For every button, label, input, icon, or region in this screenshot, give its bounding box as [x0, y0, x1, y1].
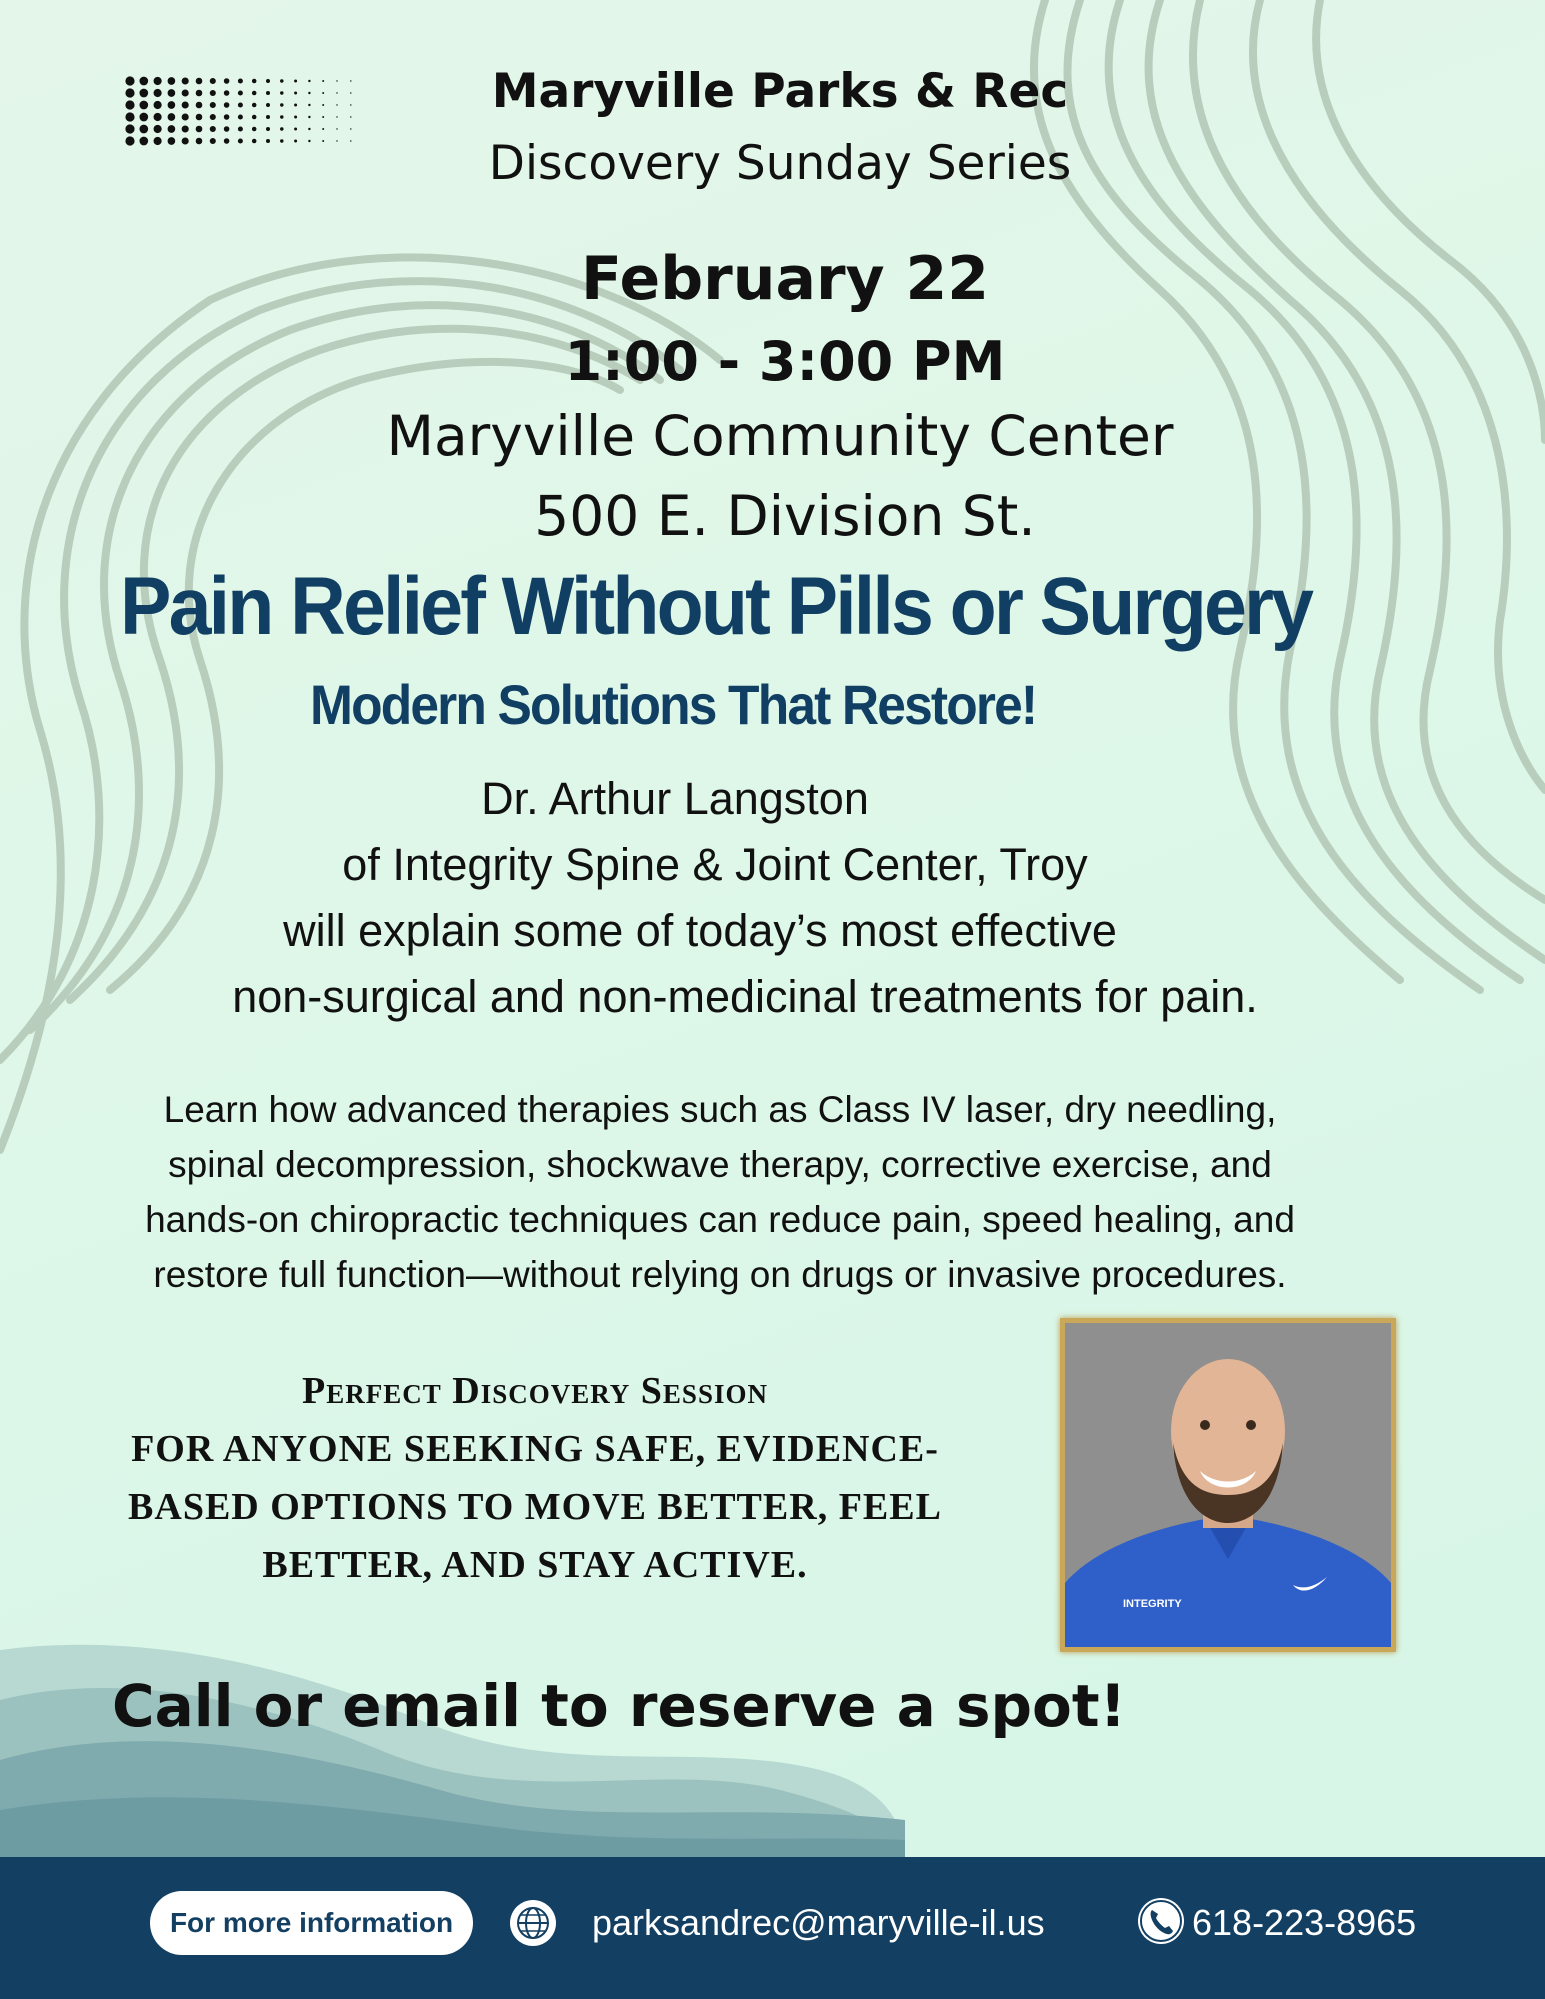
decoration-dot: [168, 113, 176, 121]
paragraph-line: Learn how advanced therapies such as Class IV laser, dry needling,: [163, 1089, 1277, 1130]
speaker-line: non-surgical and non-medicinal treatments for pain.: [232, 971, 1258, 1022]
decoration-dot: [322, 80, 324, 82]
decoration-dot: [322, 104, 324, 106]
decoration-dot: [238, 114, 243, 119]
decoration-dot: [154, 89, 162, 97]
decoration-dot: [336, 92, 337, 93]
decoration-dot: [336, 116, 337, 117]
decoration-dot: [266, 79, 270, 83]
decoration-dot: [252, 139, 257, 144]
decoration-dot: [308, 92, 310, 94]
decoration-dot: [196, 90, 203, 97]
decoration-dot: [252, 91, 257, 96]
decoration-dot: [322, 92, 324, 94]
decoration-dot: [350, 80, 351, 81]
decoration-dot: [350, 128, 351, 129]
decoration-dot: [322, 116, 324, 118]
series-name: Discovery Sunday Series: [488, 136, 1072, 191]
decoration-dot: [224, 114, 230, 120]
decoration-dot: [154, 137, 162, 145]
decoration-dot: [336, 104, 337, 105]
decoration-dot: [224, 138, 230, 144]
phone-icon: [1136, 1896, 1186, 1946]
subheadline: Modern Solutions That Restore!: [310, 673, 1037, 736]
decoration-dot: [182, 89, 189, 96]
decoration-dot: [139, 113, 148, 122]
decoration-dot: [294, 92, 297, 95]
decoration-dot: [280, 79, 283, 82]
decoration-dot: [210, 90, 216, 96]
decoration-dot: [196, 114, 203, 121]
speaker-description: [120, 766, 1400, 1030]
decoration-dot: [196, 102, 203, 109]
decoration-dot: [294, 80, 297, 83]
decoration-dot: [266, 103, 270, 107]
globe-icon: [508, 1898, 558, 1948]
session-line: BETTER, AND STAY ACTIVE.: [262, 1544, 808, 1586]
therapies-paragraph: [60, 1082, 1380, 1302]
decoration-dot: [252, 103, 257, 108]
decoration-dot: [182, 77, 189, 84]
decoration-dot: [336, 140, 337, 141]
email-link[interactable]: parksandrec@maryville-il.us: [592, 1902, 1045, 1943]
decoration-dot: [238, 102, 243, 107]
paragraph-line: spinal decompression, shockwave therapy, corrective exercise, and: [168, 1144, 1272, 1185]
decoration-dot: [238, 138, 243, 143]
session-line: BASED OPTIONS TO MOVE BETTER, FEEL: [128, 1486, 942, 1528]
decoration-dot: [266, 127, 270, 131]
call-to-action: Call or email to reserve a spot!: [112, 1672, 1127, 1740]
decoration-dot: [168, 101, 176, 109]
decoration-dot: [266, 139, 270, 143]
decoration-dot: [125, 136, 134, 145]
decoration-dot: [210, 138, 216, 144]
decoration-dot: [224, 126, 230, 132]
decoration-dot: [154, 125, 162, 133]
decoration-dot: [139, 89, 148, 98]
event-date: February 22: [580, 244, 990, 314]
decoration-dot: [266, 115, 270, 119]
decoration-dot: [266, 91, 270, 95]
decoration-dot: [252, 79, 257, 84]
speaker-line: will explain some of today’s most effective: [283, 905, 1117, 956]
decoration-dot: [168, 125, 176, 133]
decoration-dot: [154, 77, 162, 85]
decoration-dot: [336, 128, 337, 129]
decoration-dot: [336, 80, 337, 81]
decoration-dot: [168, 137, 176, 145]
decoration-dot: [125, 124, 134, 133]
decoration-dot: [280, 127, 283, 130]
decoration-dot: [238, 126, 243, 131]
decoration-dot: [252, 115, 257, 120]
decoration-dot: [308, 80, 310, 82]
decoration-dot: [294, 104, 297, 107]
decoration-dot: [322, 128, 324, 130]
decoration-dot: [125, 100, 134, 109]
headline: Pain Relief Without Pills or Surgery: [120, 561, 1312, 652]
session-description: [100, 1362, 970, 1594]
more-info-label: For more information: [150, 1891, 473, 1955]
session-line: Perfect Discovery Session: [302, 1370, 768, 1412]
decoration-dot: [182, 137, 189, 144]
dot-grid-decoration: [124, 76, 364, 146]
decoration-dot: [224, 90, 230, 96]
decoration-dot: [210, 114, 216, 120]
decoration-dot: [308, 104, 310, 106]
decoration-dot: [182, 125, 189, 132]
decoration-dot: [182, 113, 189, 120]
decoration-dot: [154, 113, 162, 121]
decoration-dot: [196, 138, 203, 145]
decoration-dot: [280, 91, 283, 94]
speaker-line: Dr. Arthur Langston: [481, 773, 869, 824]
shirt-logo-text: INTEGRITY: [1123, 1598, 1182, 1610]
decoration-dot: [210, 102, 216, 108]
decoration-dot: [154, 101, 162, 109]
event-time: 1:00 - 3:00 PM: [564, 330, 1006, 393]
decoration-dot: [139, 137, 148, 146]
decoration-dot: [238, 78, 243, 83]
decoration-dot: [139, 125, 148, 134]
decoration-dot: [125, 76, 134, 85]
decoration-dot: [210, 126, 216, 132]
decoration-dot: [308, 116, 310, 118]
organization-name: Maryville Parks & Rec: [491, 64, 1069, 119]
phone-link[interactable]: 618-223-8965: [1192, 1902, 1417, 1943]
decoration-dot: [224, 102, 230, 108]
speaker-photo: [1060, 1318, 1396, 1652]
decoration-dot: [350, 140, 351, 141]
decoration-dot: [238, 90, 243, 95]
decoration-dot: [350, 92, 351, 93]
paragraph-line: hands-on chiropractic techniques can reduce pain, speed healing, and: [145, 1199, 1295, 1240]
decoration-dot: [280, 139, 283, 142]
speaker-line: of Integrity Spine & Joint Center, Troy: [342, 839, 1088, 890]
speaker-portrait-illustration: [1065, 1323, 1391, 1647]
decoration-dot: [252, 127, 257, 132]
decoration-dot: [350, 116, 351, 117]
decoration-dot: [196, 126, 203, 133]
decoration-dot: [168, 89, 176, 97]
decoration-dot: [294, 116, 297, 119]
decoration-dot: [125, 88, 134, 97]
decoration-dot: [168, 77, 176, 85]
decoration-dot: [210, 78, 216, 84]
decoration-dot: [280, 115, 283, 118]
event-address: 500 E. Division St.: [534, 484, 1036, 548]
event-venue: Maryville Community Center: [386, 404, 1174, 468]
decoration-dot: [139, 101, 148, 110]
paragraph-line: restore full function—without relying on drugs or invasive procedures.: [153, 1254, 1287, 1295]
decoration-dot: [294, 128, 297, 131]
decoration-dot: [196, 78, 203, 85]
session-line: FOR ANYONE SEEKING SAFE, EVIDENCE-: [131, 1428, 939, 1470]
decoration-dot: [182, 101, 189, 108]
decoration-dot: [224, 78, 230, 84]
decoration-dot: [308, 128, 310, 130]
decoration-dot: [322, 140, 324, 142]
decoration-dot: [139, 77, 148, 86]
decoration-dot: [350, 104, 351, 105]
decoration-dot: [125, 112, 134, 121]
decoration-dot: [294, 140, 297, 143]
decoration-dot: [308, 140, 310, 142]
decoration-dot: [280, 103, 283, 106]
